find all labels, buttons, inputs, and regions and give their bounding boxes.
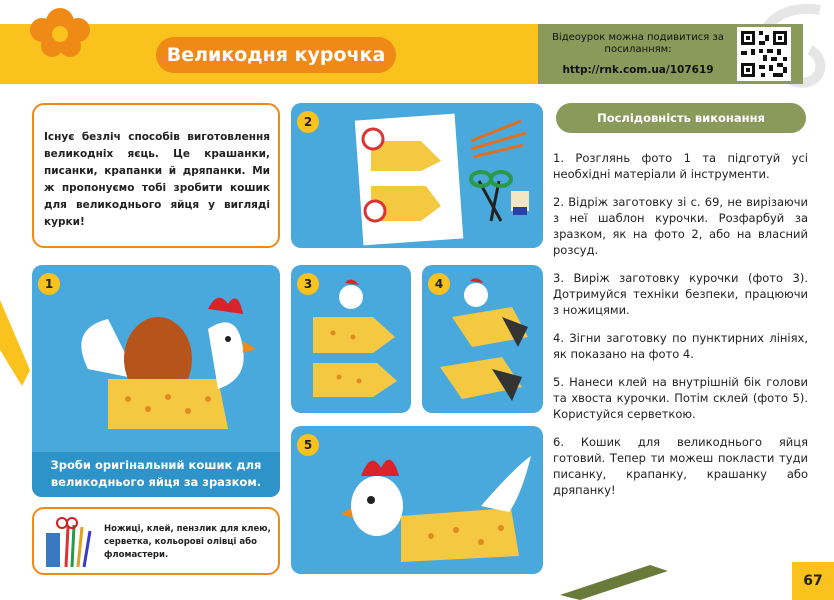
photo-number: 1 xyxy=(38,273,60,295)
video-url-link[interactable]: http://rnk.com.ua/107619 xyxy=(562,64,714,76)
step-item: 2. Відріж заготовку зі с. 69, не вирізаючи з неї шаблон курочки. Розфарбуй за зразком, як на фото 2, або на власний розсуд. xyxy=(553,195,808,257)
steps-list xyxy=(553,150,808,510)
flower-decoration xyxy=(20,0,100,60)
page-number: 67 xyxy=(792,562,834,600)
step-item: 4. Зігни заготовку по пунктирних лініях, як показано на фото 4. xyxy=(553,331,808,361)
cut-template-illustration xyxy=(303,277,407,409)
materials-text: Ножиці, клей, пензлик для клею, серветка, кольорові олівці або фломастери. xyxy=(104,524,271,560)
page-title: Великодня курочка xyxy=(156,37,396,73)
photo-number: 5 xyxy=(297,434,319,456)
photo-4 xyxy=(422,265,543,413)
step-item: 5. Нанеси клей на внутрішній бік голови та хвоста курочки. Потім склей (фото 5). Користуйся серветкою. xyxy=(553,375,808,421)
photo-3 xyxy=(291,265,411,413)
template-illustration xyxy=(351,111,541,246)
qr-code-icon[interactable] xyxy=(737,27,791,81)
crayon-decoration xyxy=(0,290,40,390)
step-item: 1. Розглянь фото 1 та підготуй усі необхідні матеріали й інструменти. xyxy=(553,151,808,181)
intro-text: Існує безліч способів виготовлення великодніх яєць. Це крашанки, писанки, крапанки й дряпанки. Ми ж пропонуємо тобі зробити кошик для великоднього яйця у вигляді курки! xyxy=(44,131,270,228)
photo-1-caption: Зроби оригінальний кошик для великоднього яйця за зразком. xyxy=(32,452,280,497)
step-item: 3. Виріж заготовку курочки (фото 3). Дотримуйся техніки безпеки, працюючи з ножицями. xyxy=(553,271,808,317)
photo-number: 4 xyxy=(428,273,450,295)
materials-card xyxy=(32,507,280,575)
video-text: Відеоурок можна подивитися за посиланням: xyxy=(552,32,724,55)
photo-number: 2 xyxy=(297,111,319,133)
photo-5 xyxy=(291,426,543,574)
finished-hen-basket-illustration xyxy=(68,279,268,449)
crayon-decoration xyxy=(560,565,670,600)
photo-number: 3 xyxy=(297,273,319,295)
assembled-hen-illustration xyxy=(341,446,531,566)
steps-heading: Послідовність виконання xyxy=(556,103,806,133)
photo-2 xyxy=(291,103,543,248)
folded-template-illustration xyxy=(432,277,538,409)
intro-card xyxy=(32,103,280,248)
materials-icon xyxy=(40,513,98,571)
step-item: 6. Кошик для великоднього яйця готовий. Тепер ти можеш покласти туди писанку, крапанку, крашанку або дряпанку! xyxy=(553,435,808,497)
